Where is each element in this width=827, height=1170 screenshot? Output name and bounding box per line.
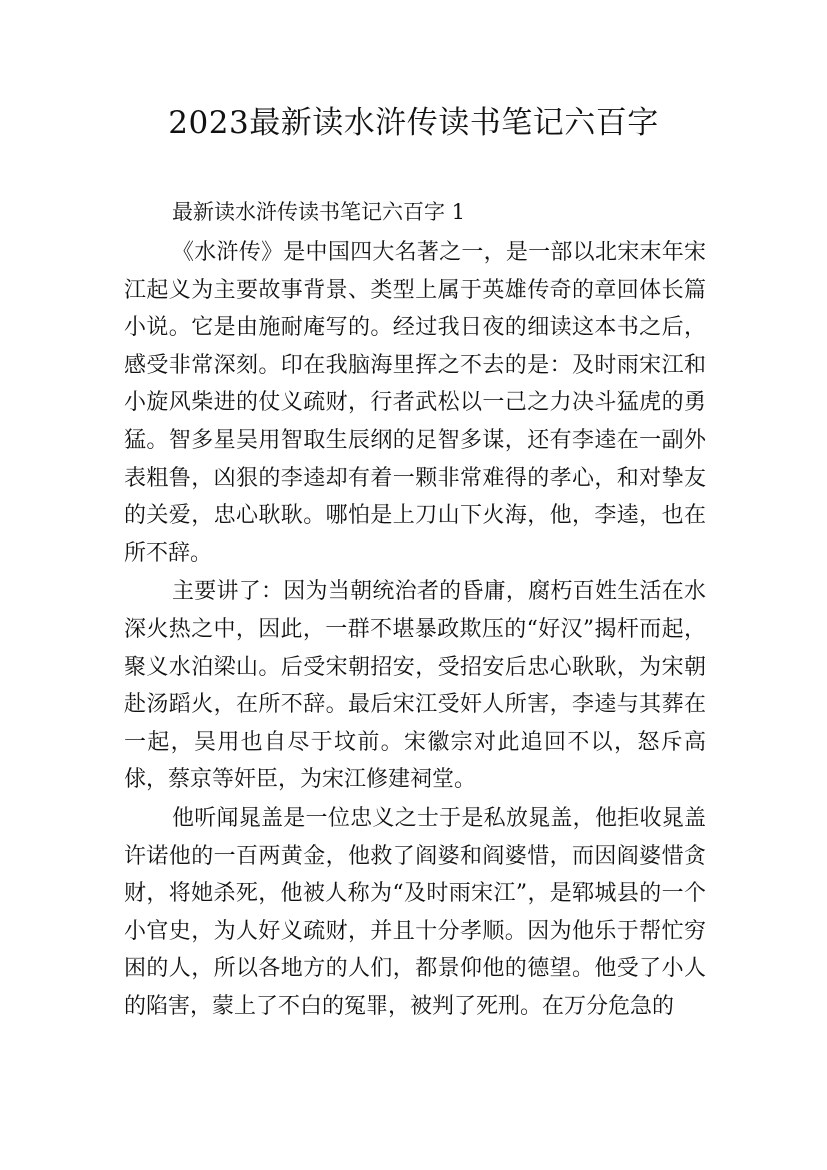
paragraph-2: 主要讲了：因为当朝统治者的昏庸，腐朽百姓生活在水深火热之中，因此，一群不堪暴政欺压的“好汉”揭杆而起，聚义水泊梁山。后受宋朝招安，受招安后忠心耿耿，为宋朝赴汤蹈火，在所不辞。最后宋江受奸人所害，李逵与其葬在一起，吴用也自尽于坟前。宋徽宗对此追回不以，怒斥高俅，蔡京等奸臣，为宋江修建祠堂。: [124, 579, 706, 793]
paragraph-3: 他听闻晁盖是一位忠义之士于是私放晁盖，他拒收晁盖许诺他的一百两黄金，他救了阎婆和阎婆惜，而因阎婆惜贪财，将她杀死，他被人称为“及时雨宋江”，是郓城县的一个小官史，为人好义疏财，并且十分孝顺。因为他乐于帮忙穷困的人，所以各地方的人们，都景仰他的德望。他受了小人的陷害，蒙上了不白的冤罪，被判了死刑。在万分危急的: [124, 805, 706, 1019]
document-body: [124, 190, 706, 1025]
section-subtitle: 最新读水浒传读书笔记六百字 1: [172, 200, 466, 224]
page-title: 2023最新读水浒传读书笔记六百字: [168, 105, 659, 141]
paragraph-1: 《水浒传》是中国四大名著之一，是一部以北宋末年宋江起义为主要故事背景、类型上属于英雄传奇的章回体长篇小说。它是由施耐庵写的。经过我日夜的细读这本书之后，感受非常深刻。印在我脑海里挥之不去的是：及时雨宋江和小旋风柴进的仗义疏财，行者武松以一己之力决斗猛虎的勇猛。智多星吴用智取生辰纲的足智多谋，还有李逵在一副外表粗鲁，凶狠的李逵却有着一颗非常难得的孝心，和对挚友的关爱，忠心耿耿。哪怕是上刀山下火海，他，李逵，也在所不辞。: [124, 240, 706, 566]
